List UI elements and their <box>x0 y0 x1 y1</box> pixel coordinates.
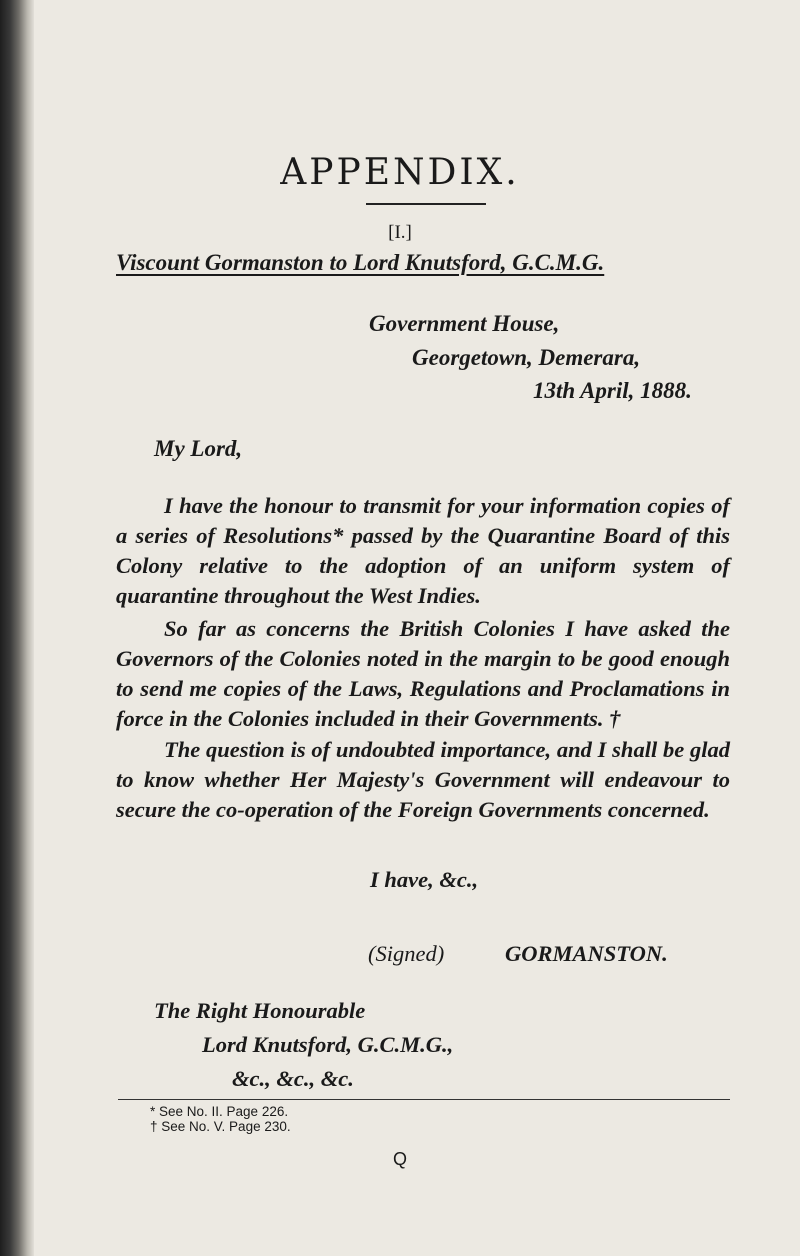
address-line-3: 13th April, 1888. <box>533 378 692 403</box>
letter-title: Viscount Gormanston to Lord Knutsford, G.C.M.G. <box>116 250 605 275</box>
recipient-line-3: &c., &c., &c. <box>232 1066 354 1091</box>
recipient-line-1: The Right Honourable <box>154 998 366 1023</box>
heading-rule <box>366 203 486 205</box>
printer-signature-mark: Q <box>392 1149 407 1169</box>
address-line-2: Georgetown, Demerara, <box>412 345 641 370</box>
footnote-2: † See No. V. Page 230. <box>150 1119 291 1134</box>
address-line-1: Government House, <box>369 311 560 336</box>
signature: GORMANSTON. <box>505 941 668 966</box>
paragraph-2: So far as concerns the British Colonies I have asked the Governors of the Colonies noted in the margin to be good enough to send me copies of the Laws, Regulations and Proclamations in force in the Colonies included in their Governments. † <box>116 616 730 731</box>
appendix-heading: APPENDIX. <box>280 152 520 193</box>
recipient-line-2: Lord Knutsford, G.C.M.G., <box>202 1032 454 1057</box>
footnote-1: * See No. II. Page 226. <box>150 1104 289 1119</box>
paragraph-3: The question is of undoubted importance, and I shall be glad to know whether Her Majesty's Government will endeavour to secure the co-operation of the Foreign Governments concerned. <box>116 737 730 822</box>
paragraph-1: I have the honour to transmit for your information copies of a series of Resolutions* passed by the Quarantine Board of this Colony relative to the adoption of an uniform system of quarantine throughout the West Indies. <box>116 493 730 608</box>
salutation: My Lord, <box>154 436 243 461</box>
document-number: [I.] <box>388 222 412 243</box>
footnote-rule <box>118 1099 730 1100</box>
signed-label: (Signed) <box>368 941 445 966</box>
closing: I have, &c., <box>370 867 479 892</box>
